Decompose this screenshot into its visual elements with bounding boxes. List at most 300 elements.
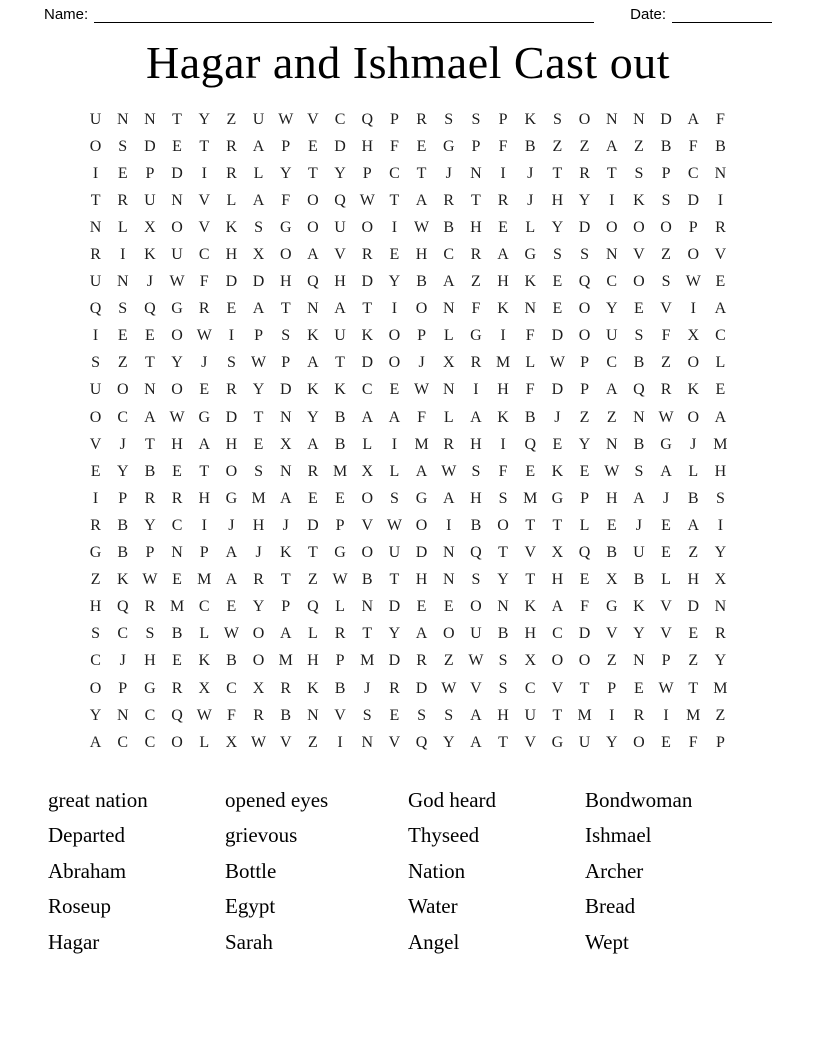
grid-letter: W xyxy=(169,408,185,426)
grid-letter: Z xyxy=(579,408,590,426)
grid-letter: E xyxy=(661,544,671,562)
grid-letter: P xyxy=(118,679,128,697)
grid-letter: Q xyxy=(307,273,319,291)
grid-letter: H xyxy=(252,516,265,534)
grid-letter: S xyxy=(118,300,128,318)
grid-letter: Y xyxy=(714,544,727,562)
grid-letter: H xyxy=(524,625,537,643)
grid-letter: Y xyxy=(198,110,211,128)
grid-letter: N xyxy=(144,110,156,128)
grid-letter: E xyxy=(661,516,671,534)
grid-letter: M xyxy=(713,435,728,453)
grid-letter: R xyxy=(633,706,645,724)
grid-letter: Z xyxy=(226,110,237,128)
grid-letter: O xyxy=(388,354,401,372)
grid-letter: Z xyxy=(579,137,590,155)
grid-letter: O xyxy=(633,273,645,291)
grid-letter: V xyxy=(388,733,401,751)
grid-letter: B xyxy=(280,706,292,724)
grid-letter: N xyxy=(497,598,509,616)
grid-letter: P xyxy=(661,652,671,670)
grid-letter: S xyxy=(498,652,508,670)
grid-letter: T xyxy=(525,516,536,534)
grid-letter: S xyxy=(634,327,644,345)
grid-letter: C xyxy=(389,164,400,182)
grid-letter: V xyxy=(198,191,211,209)
grid-letter: W xyxy=(441,462,457,480)
grid-letter: K xyxy=(279,544,292,562)
grid-letter: K xyxy=(687,381,700,399)
grid-letter: U xyxy=(470,625,482,643)
word-list-item: grievous xyxy=(225,823,298,848)
grid-letter: W xyxy=(196,327,212,345)
grid-letter: D xyxy=(388,598,401,616)
grid-letter: C xyxy=(687,164,699,182)
grid-letter: S xyxy=(471,462,481,480)
grid-letter: N xyxy=(714,598,727,616)
grid-letter: I xyxy=(391,435,398,453)
grid-letter: D xyxy=(279,381,292,399)
grid-letter: X xyxy=(714,571,727,589)
grid-letter: S xyxy=(552,110,562,128)
grid-letter: I xyxy=(500,435,506,453)
grid-letter: V xyxy=(714,246,727,264)
grid-letter: I xyxy=(120,246,126,264)
grid-letter: V xyxy=(660,300,672,318)
grid-letter: I xyxy=(92,327,99,345)
grid-letter: A xyxy=(687,516,700,534)
grid-letter: O xyxy=(279,246,292,264)
grid-letter: V xyxy=(334,246,346,264)
grid-letter: D xyxy=(252,273,265,291)
grid-letter: A xyxy=(633,489,645,507)
grid-letter: C xyxy=(144,733,156,751)
grid-letter: T xyxy=(362,300,373,318)
grid-letter: K xyxy=(334,381,346,399)
grid-letter: R xyxy=(171,679,183,697)
grid-letter: O xyxy=(171,733,183,751)
grid-letter: R xyxy=(443,191,455,209)
grid-letter: E xyxy=(579,462,590,480)
grid-letter: Z xyxy=(308,571,318,589)
grid-letter: U xyxy=(89,110,102,128)
grid-letter: H xyxy=(687,571,700,589)
grid-letter: M xyxy=(360,652,375,670)
grid-letter: L xyxy=(688,462,699,480)
grid-letter: H xyxy=(497,273,509,291)
page-title: Hagar and Ishmael Cast out xyxy=(146,37,670,88)
grid-letter: E xyxy=(715,273,726,291)
grid-letter: J xyxy=(119,652,126,670)
grid-letter: L xyxy=(715,354,726,372)
grid-letter: R xyxy=(470,354,482,372)
grid-letter: R xyxy=(470,246,482,264)
grid-letter: Y xyxy=(252,381,265,399)
grid-letter: O xyxy=(687,246,700,264)
grid-letter: O xyxy=(225,462,238,480)
grid-letter: N xyxy=(89,218,102,236)
grid-letter: R xyxy=(579,164,590,182)
grid-letter: A xyxy=(279,625,292,643)
grid-letter: O xyxy=(361,489,374,507)
grid-letter: Q xyxy=(171,706,183,724)
grid-letter: R xyxy=(90,516,101,534)
grid-letter: L xyxy=(226,191,237,209)
grid-letter: K xyxy=(551,462,564,480)
grid-letter: A xyxy=(470,706,482,724)
grid-letter: R xyxy=(253,706,264,724)
grid-letter: E xyxy=(416,137,427,155)
grid-letter: E xyxy=(443,598,454,616)
grid-letter: B xyxy=(117,516,129,534)
grid-letter: E xyxy=(634,679,644,697)
grid-letter: F xyxy=(661,327,671,345)
grid-letter: E xyxy=(172,571,182,589)
grid-letter: B xyxy=(687,489,699,507)
grid-letter: P xyxy=(199,544,209,562)
word-list-item: Roseup xyxy=(48,894,111,919)
word-list-item: Wept xyxy=(585,929,629,954)
grid-letter: G xyxy=(660,435,672,453)
grid-letter: H xyxy=(714,462,727,480)
grid-letter: Z xyxy=(688,652,699,670)
word-list-item: Sarah xyxy=(225,929,273,954)
grid-letter: C xyxy=(226,679,237,697)
grid-letter: M xyxy=(495,354,511,372)
name-label: Name: xyxy=(44,5,89,23)
grid-letter: N xyxy=(307,300,319,318)
grid-letter: Z xyxy=(90,571,101,589)
grid-letter: P xyxy=(661,164,671,182)
grid-letter: I xyxy=(717,191,724,209)
grid-letter: P xyxy=(688,218,698,236)
grid-letter: D xyxy=(388,652,401,670)
grid-letter: E xyxy=(389,381,400,399)
grid-letter: A xyxy=(252,191,265,209)
grid-letter: F xyxy=(281,191,291,209)
grid-letter: J xyxy=(201,354,208,372)
grid-letter: S xyxy=(281,327,291,345)
grid-letter: I xyxy=(92,164,99,182)
grid-letter: V xyxy=(551,679,564,697)
word-list-item: great nation xyxy=(48,787,148,812)
grid-letter: W xyxy=(414,381,430,399)
grid-letter: J xyxy=(364,679,371,697)
grid-letter: E xyxy=(335,489,345,507)
grid-letter: E xyxy=(145,327,155,345)
grid-letter: R xyxy=(416,652,427,670)
grid-letter: R xyxy=(715,218,726,236)
grid-letter: D xyxy=(578,625,591,643)
grid-letter: D xyxy=(361,354,374,372)
grid-letter: F xyxy=(498,137,508,155)
grid-letter: R xyxy=(334,625,346,643)
grid-letter: H xyxy=(198,489,211,507)
grid-letter: Y xyxy=(605,300,618,318)
grid-letter: E xyxy=(634,300,644,318)
grid-letter: L xyxy=(525,354,536,372)
grid-letter: A xyxy=(605,137,618,155)
grid-letter: A xyxy=(497,246,509,264)
grid-letter: H xyxy=(470,218,482,236)
grid-letter: Z xyxy=(308,733,318,751)
grid-letter: F xyxy=(226,706,236,724)
grid-letter: O xyxy=(171,381,183,399)
grid-letter: R xyxy=(443,435,455,453)
grid-letter: O xyxy=(116,381,129,399)
grid-letter: P xyxy=(145,164,155,182)
grid-letter: N xyxy=(144,381,156,399)
grid-letter: U xyxy=(633,544,645,562)
grid-letter: K xyxy=(524,598,537,616)
grid-letter: A xyxy=(252,137,265,155)
grid-letter: T xyxy=(199,462,210,480)
grid-letter: B xyxy=(117,544,129,562)
grid-letter: K xyxy=(633,191,645,209)
grid-letter: T xyxy=(552,706,563,724)
grid-letter: X xyxy=(551,544,564,562)
grid-letter: B xyxy=(171,625,183,643)
grid-letter: N xyxy=(361,733,374,751)
word-list-item: opened eyes xyxy=(225,787,329,812)
grid-letter: Y xyxy=(578,435,591,453)
grid-letter: I xyxy=(500,164,506,182)
grid-letter: V xyxy=(470,679,482,697)
grid-letter: N xyxy=(307,706,319,724)
grid-letter: D xyxy=(307,516,319,534)
grid-letter: S xyxy=(417,706,427,724)
grid-letter: Y xyxy=(388,625,401,643)
grid-letter: J xyxy=(554,408,561,426)
grid-letter: S xyxy=(715,489,725,507)
grid-letter: Y xyxy=(714,652,727,670)
grid-letter: Y xyxy=(89,706,102,724)
grid-letter: N xyxy=(442,300,455,318)
grid-letter: F xyxy=(417,408,427,426)
grid-letter: D xyxy=(334,137,346,155)
grid-letter: S xyxy=(661,273,671,291)
grid-letter: E xyxy=(199,381,210,399)
grid-letter: H xyxy=(605,489,618,507)
grid-letter: E xyxy=(117,327,128,345)
grid-letter: A xyxy=(225,571,238,589)
grid-letter: S xyxy=(226,354,236,372)
word-list-item: Abraham xyxy=(48,858,127,883)
grid-letter: N xyxy=(633,652,645,670)
grid-letter: N xyxy=(279,408,292,426)
grid-letter: B xyxy=(470,516,482,534)
grid-letter: W xyxy=(386,516,402,534)
grid-letter: R xyxy=(226,137,237,155)
grid-letter: I xyxy=(92,489,99,507)
grid-letter: D xyxy=(225,273,238,291)
grid-letter: T xyxy=(280,300,291,318)
grid-letter: T xyxy=(688,679,699,697)
grid-letter: U xyxy=(334,327,346,345)
grid-letter: L xyxy=(443,327,454,345)
grid-letter: B xyxy=(633,354,645,372)
grid-letter: W xyxy=(359,191,375,209)
grid-letter: T xyxy=(145,435,155,453)
grid-letter: F xyxy=(199,273,209,291)
grid-letter: S xyxy=(471,571,481,589)
grid-letter: F xyxy=(688,733,698,751)
grid-letter: L xyxy=(335,598,345,616)
grid-letter: O xyxy=(633,733,645,751)
grid-letter: Y xyxy=(171,354,183,372)
grid-letter: A xyxy=(388,408,401,426)
grid-letter: R xyxy=(144,489,156,507)
grid-letter: Y xyxy=(144,516,156,534)
grid-letter: E xyxy=(498,218,508,236)
grid-letter: L xyxy=(661,571,671,589)
grid-letter: S xyxy=(444,706,454,724)
grid-letter: E xyxy=(552,273,563,291)
grid-letter: R xyxy=(171,489,183,507)
grid-letter: E xyxy=(117,164,128,182)
grid-letter: W xyxy=(468,652,484,670)
grid-letter: J xyxy=(119,435,126,453)
grid-letter: P xyxy=(580,489,590,507)
grid-letter: A xyxy=(361,408,374,426)
grid-letter: O xyxy=(89,679,102,697)
grid-letter: W xyxy=(658,679,674,697)
grid-letter: X xyxy=(225,733,238,751)
grid-letter: H xyxy=(279,273,292,291)
grid-letter: S xyxy=(552,246,562,264)
grid-letter: X xyxy=(442,354,455,372)
grid-letter: B xyxy=(334,435,346,453)
grid-letter: D xyxy=(415,544,428,562)
grid-letter: H xyxy=(307,652,319,670)
grid-letter: P xyxy=(715,733,725,751)
grid-letter: R xyxy=(253,571,264,589)
grid-letter: Q xyxy=(144,300,156,318)
grid-letter: L xyxy=(253,164,264,182)
grid-letter: S xyxy=(91,354,101,372)
grid-letter: T xyxy=(552,516,563,534)
grid-letter: V xyxy=(198,218,211,236)
grid-letter: A xyxy=(252,300,265,318)
grid-letter: L xyxy=(525,218,536,236)
grid-letter: V xyxy=(307,110,319,128)
grid-letter: W xyxy=(196,706,212,724)
grid-letter: I xyxy=(609,191,615,209)
word-list-item: Angel xyxy=(408,929,460,954)
grid-letter: R xyxy=(90,246,101,264)
grid-letter: P xyxy=(254,327,264,345)
grid-letter: P xyxy=(118,489,128,507)
grid-letter: A xyxy=(415,625,428,643)
grid-letter: J xyxy=(282,516,289,534)
grid-letter: F xyxy=(471,300,481,318)
grid-letter: O xyxy=(415,516,428,534)
grid-letter: C xyxy=(90,652,101,670)
grid-letter: W xyxy=(251,733,267,751)
word-list xyxy=(48,782,772,960)
grid-letter: Q xyxy=(470,544,482,562)
grid-letter: E xyxy=(308,137,318,155)
grid-letter: H xyxy=(225,435,238,453)
grid-letter: O xyxy=(578,327,591,345)
grid-letter: E xyxy=(172,137,182,155)
grid-letter: O xyxy=(252,625,265,643)
grid-letter: O xyxy=(442,625,455,643)
grid-letter: N xyxy=(279,462,292,480)
word-list-item: Ishmael xyxy=(585,823,652,848)
grid-letter: V xyxy=(89,435,102,453)
grid-letter: K xyxy=(497,300,509,318)
grid-letter: W xyxy=(685,273,701,291)
grid-letter: O xyxy=(687,408,700,426)
word-search-grid xyxy=(82,106,734,756)
grid-letter: Q xyxy=(578,544,591,562)
word-list-item: Nation xyxy=(408,858,466,883)
grid-letter: T xyxy=(90,191,101,209)
grid-letter: K xyxy=(198,652,211,670)
date-blank-line xyxy=(672,6,772,23)
grid-letter: N xyxy=(714,164,727,182)
grid-letter: K xyxy=(116,571,129,589)
grid-letter: B xyxy=(144,462,156,480)
word-list-item: Egypt xyxy=(225,894,276,919)
grid-letter: O xyxy=(578,300,591,318)
grid-letter: U xyxy=(144,191,156,209)
grid-letter: I xyxy=(690,300,696,318)
grid-letter: D xyxy=(225,408,238,426)
grid-letter: K xyxy=(307,381,319,399)
grid-letter: T xyxy=(579,679,590,697)
grid-letter: M xyxy=(197,571,212,589)
grid-letter: J xyxy=(146,273,154,291)
grid-letter: S xyxy=(145,625,155,643)
grid-letter: R xyxy=(361,246,373,264)
grid-letter: B xyxy=(715,137,726,155)
grid-letter: Z xyxy=(634,137,644,155)
grid-letter: C xyxy=(117,408,129,426)
grid-letter: A xyxy=(415,191,428,209)
grid-letter: O xyxy=(660,218,672,236)
grid-letter: A xyxy=(307,354,319,372)
grid-letter: V xyxy=(334,706,346,724)
grid-letter: B xyxy=(660,137,672,155)
grid-letter: F xyxy=(525,327,535,345)
grid-letter: P xyxy=(281,354,291,372)
grid-letter: E xyxy=(606,516,617,534)
grid-letter: D xyxy=(415,679,428,697)
grid-letter: N xyxy=(116,706,129,724)
grid-letter: P xyxy=(335,516,345,534)
grid-letter: U xyxy=(89,381,102,399)
grid-letter: B xyxy=(633,571,645,589)
grid-letter: D xyxy=(144,137,156,155)
grid-letter: T xyxy=(308,164,318,182)
grid-letter: W xyxy=(658,408,674,426)
grid-letter: H xyxy=(89,598,102,616)
grid-letter: V xyxy=(524,733,537,751)
grid-letter: R xyxy=(715,625,726,643)
grid-letter: A xyxy=(605,381,618,399)
grid-letter: Y xyxy=(307,408,319,426)
grid-letter: E xyxy=(226,300,237,318)
grid-letter: R xyxy=(389,679,400,697)
grid-letter: X xyxy=(279,435,292,453)
grid-letter: H xyxy=(225,246,238,264)
word-list-column xyxy=(585,782,772,960)
grid-letter: N xyxy=(605,435,618,453)
grid-letter: B xyxy=(497,625,509,643)
word-list-column xyxy=(225,782,408,960)
